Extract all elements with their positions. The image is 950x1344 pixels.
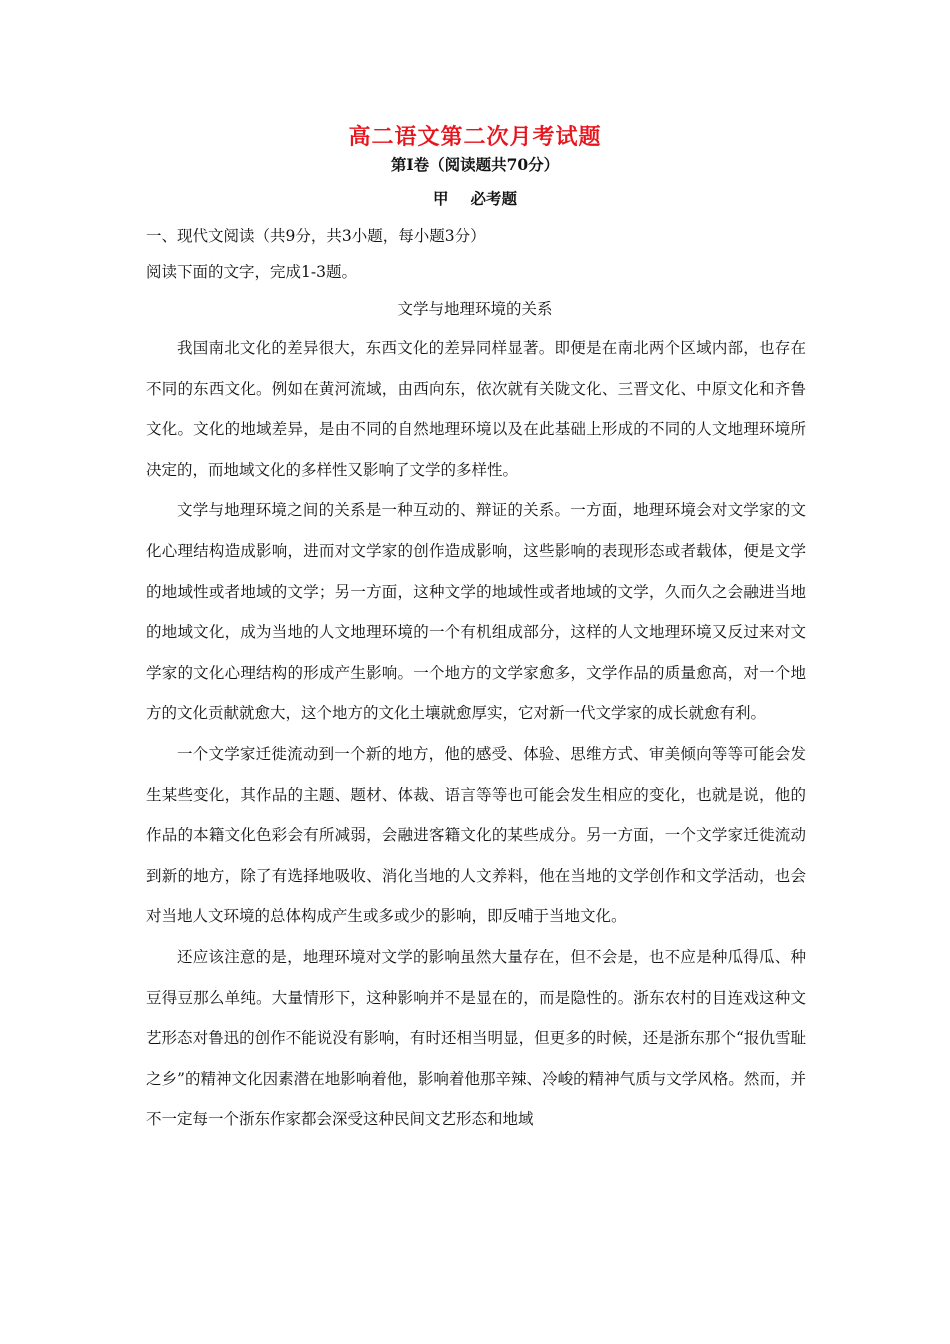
article-paragraph: 还应该注意的是，地理环境对文学的影响虽然大量存在，但不会是，也不应是种瓜得瓜、种豆得豆那么单纯。大量情形下，这种影响并不是显在的，而是隐性的。浙东农村的目连戏这种文艺形态对鲁迅的创作不能说没有影响，有时还相当明显，但更多的时候，还是浙东那个“报仇雪耻之乡”的精神文化因素潜在地影响着他，影响着他那辛辣、冷峻的精神气质与文学风格。然而，并不一定每一个浙东作家都会深受这种民间文艺形态和地域 <box>146 947 806 1129</box>
article-paragraph: 我国南北文化的差异很大，东西文化的差异同样显著。即便是在南北两个区域内部，也存在不同的东西文化。例如在黄河流域，由西向东，依次就有关陇文化、三晋文化、中原文化和齐鲁文化。文化的地域差异，是由不同的自然地理环境以及在此基础上形成的不同的人文地理环境所决定的，而地域文化的多样性又影响了文学的多样性。 <box>146 339 806 479</box>
article-paragraph: 文学与地理环境之间的关系是一种互动的、辩证的关系。一方面，地理环境会对文学家的文化心理结构造成影响，进而对文学家的创作造成影响，这些影响的表现形态或者载体，便是文学的地域性或者地域的文学；另一方面，这种文学的地域性或者地域的文学，久而久之会融进当地的地域文化，成为当地的人文地理环境的一个有机组成部分，这样的人文地理环境又反过来对文学家的文化心理结构的形成产生影响。一个地方的文学家愈多，文学作品的质量愈高，对一个地方的文化贡献就愈大，这个地方的文化土壤就愈厚实，它对新一代文学家的成长就愈有利。 <box>146 501 806 723</box>
article-title: 文学与地理环境的关系 <box>397 300 553 318</box>
question-heading: 一、现代文阅读（共9分，共3小题，每小题3分） <box>146 227 486 245</box>
question-instruction: 阅读下面的文字，完成1-3题。 <box>146 263 357 281</box>
article-body <box>146 328 806 1140</box>
section-heading <box>0 187 950 209</box>
section-name: 必考题 <box>470 189 518 208</box>
article-paragraph: 一个文学家迁徙流动到一个新的地方，他的感受、体验、思维方式、审美倾向等等可能会发生某些变化，其作品的主题、题材、体裁、语言等等也可能会发生相应的变化，也就是说，他的作品的本籍文化色彩会有所减弱，会融进客籍文化的某些成分。另一方面，一个文学家迁徙流动到新的地方，除了有选择地吸收、消化当地的人文养料，他在当地的文学创作和文学活动，也会对当地人文环境的总体构成产生或多或少的影响，即反哺于当地文化。 <box>146 744 806 926</box>
section-label: 甲 <box>432 189 449 208</box>
exam-title: 高二语文第二次月考试题 <box>348 124 602 150</box>
exam-subtitle: 第Ⅰ卷（阅读题共70分） <box>390 155 560 174</box>
